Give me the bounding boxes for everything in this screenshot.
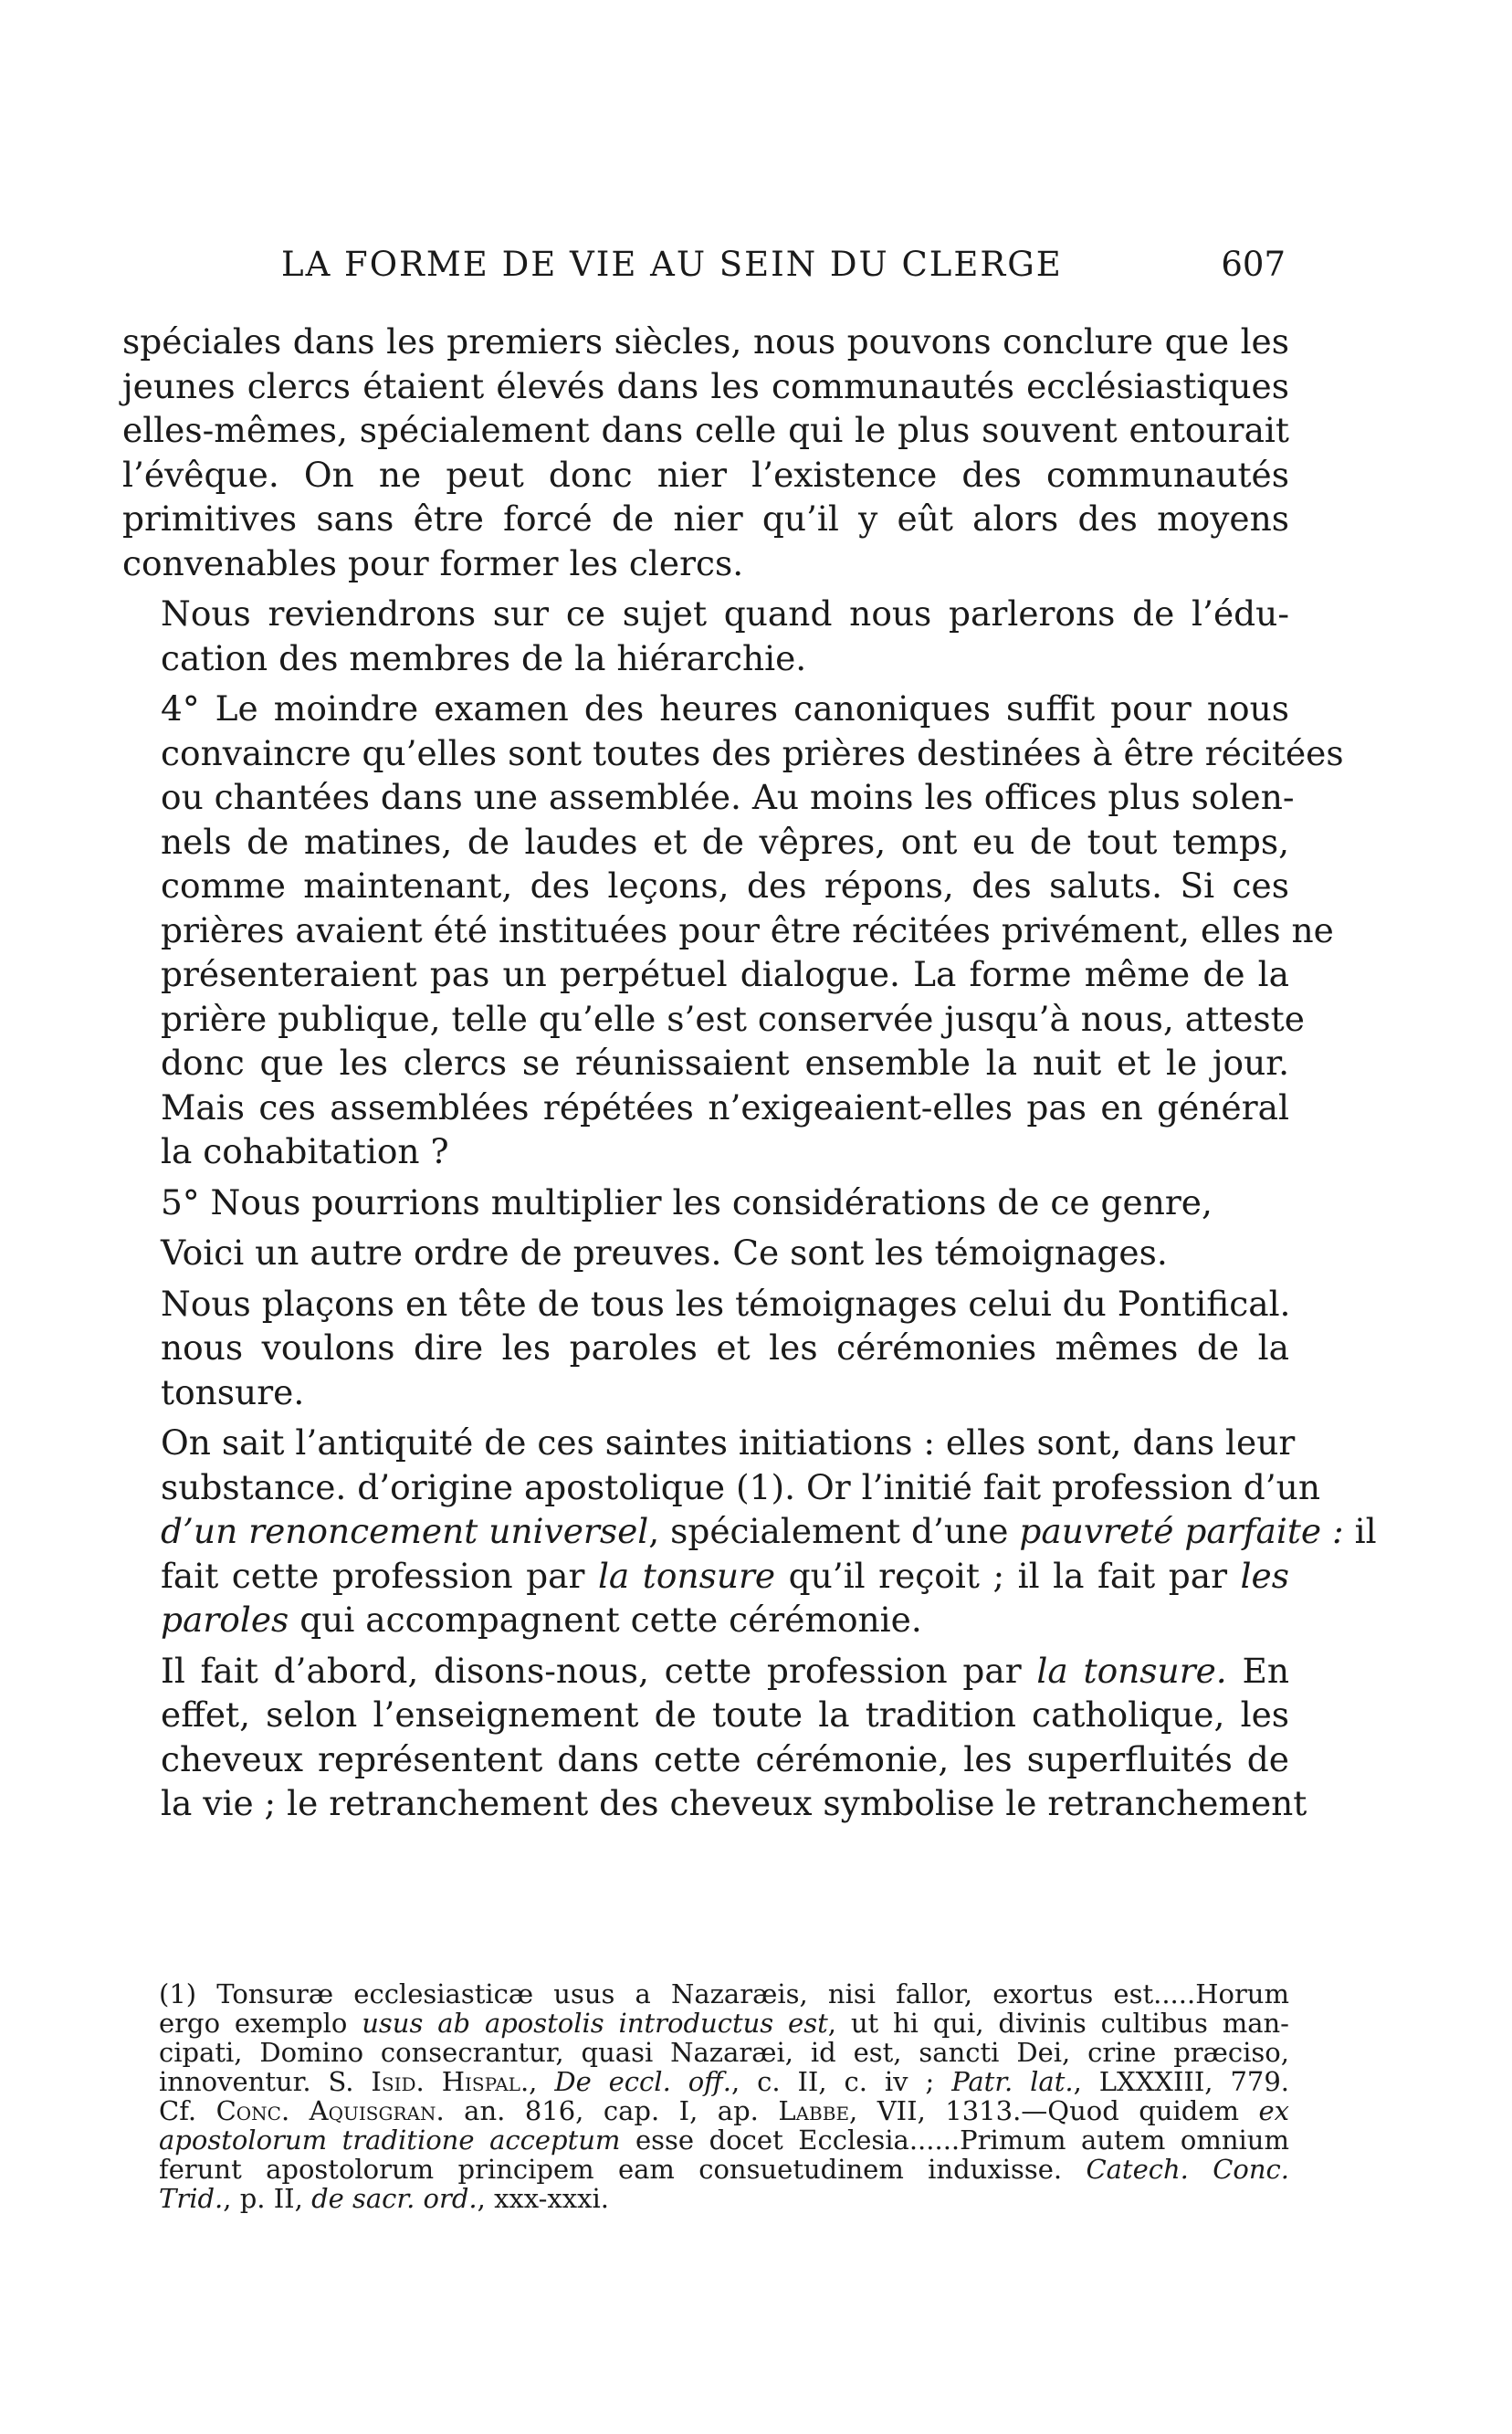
page-header [281, 245, 1286, 299]
paragraph [122, 1282, 1289, 1415]
paragraph [122, 687, 1344, 1174]
text-line: convaincre qu’elles sont toutes des prières destinées à être récitées [161, 732, 1344, 773]
text-line: effet, selon l’enseignement de toute la tradition catholique, les [161, 1694, 1289, 1735]
paragraph [122, 320, 1289, 585]
paragraph [122, 1421, 1377, 1642]
footnote-line: cipati, Domino consecrantur, quasi Nazaræi, id est, sancti Dei, crine præciso, [159, 2037, 1289, 2068]
footnote-line: apostolorum traditione acceptum esse docet Ecclesia......Primum autem omnium [159, 2125, 1289, 2156]
text-line: Nous reviendrons sur ce sujet quand nous parlerons de l’édu- [161, 593, 1289, 634]
footnote-line: ferunt apostolorum principem eam consuetudinem induxisse. Catech. Conc. [159, 2154, 1289, 2185]
text-line: donc que les clercs se réunissaient ensemble la nuit et le jour. [161, 1043, 1289, 1083]
paragraph [122, 1231, 1289, 1275]
text-line: Il fait d’abord, disons-nous, cette profession par la tonsure. En [161, 1650, 1289, 1691]
text-line: Nous plaçons en tête de tous les témoignages celui du Pontifical. [161, 1283, 1291, 1324]
text-line: Voici un autre ordre de preuves. Ce sont les témoignages. [161, 1233, 1168, 1273]
footnote-line: ergo exemplo usus ab apostolis introductus est, ut hi qui, divinis cultibus man- [159, 2008, 1289, 2039]
text-line: 5° Nous pourrions multiplier les considérations de ce genre, [161, 1181, 1213, 1222]
text-line: primitives sans être forcé de nier qu’il y eût alors des moyens [122, 498, 1289, 539]
text-line: Mais ces assemblées répétées n’exigeaient-elles pas en général [161, 1086, 1289, 1128]
text-line: substance. d’origine apostolique (1). Or l’initié fait profession d’un [161, 1466, 1320, 1507]
text-line: spéciales dans les premiers siècles, nous pouvons conclure que les [122, 321, 1289, 362]
text-line: la cohabitation ? [161, 1131, 449, 1171]
body-text [122, 320, 1377, 1826]
page-number: 607 [1221, 245, 1286, 284]
footnote-line: Cf. Conc. Aquisgran. an. 816, cap. I, ap. Labbe, VII, 1313.—Quod quidem ex [159, 2095, 1290, 2126]
paragraph [122, 1180, 1289, 1225]
text-line: elles-mêmes, spécialement dans celle qui le plus souvent entourait [122, 410, 1289, 450]
text-line: On sait l’antiquité de ces saintes initiations : elles sont, dans leur [161, 1422, 1296, 1463]
text-line: fait cette profession par la tonsure qu’il reçoit ; il la fait par les [161, 1555, 1289, 1596]
running-title: LA FORME DE VIE AU SEIN DU CLERGE [281, 245, 1063, 284]
text-line: d’un renoncement universel, spécialement d’une pauvreté parfaite : il [161, 1511, 1377, 1551]
footnotes [122, 1979, 1289, 2213]
text-line: tonsure. [161, 1371, 305, 1412]
text-line: prières avaient été instituées pour être récitées privément, elles ne [161, 909, 1334, 950]
paragraph [122, 1649, 1307, 1826]
text-line: nels de matines, de laudes et de vêpres, ont eu de tout temps, [161, 821, 1289, 862]
text-line: cheveux représentent dans cette cérémonie, les superfluités de [161, 1738, 1289, 1779]
text-line: la vie ; le retranchement des cheveux symbolise le retranchement [161, 1783, 1307, 1823]
text-line: 4° Le moindre examen des heures canoniques suffit pour nous [161, 688, 1289, 729]
text-line: ou chantées dans une assemblée. Au moins les offices plus solen- [161, 777, 1295, 817]
text-line: l’évêque. On ne peut donc nier l’existence des communautés [122, 454, 1289, 495]
text-line: convenables pour former les clercs. [122, 542, 744, 583]
text-line: prière publique, telle qu’elle s’est conservée jusqu’à nous, atteste [161, 998, 1305, 1039]
footnote-line: Trid., p. II, de sacr. ord., xxx-xxxi. [159, 2183, 609, 2214]
footnote-line: innoventur. S. Isid. Hispal., De eccl. off., c. II, c. iv ; Patr. lat., LXXXIII, 779. [159, 2066, 1290, 2097]
footnote [122, 1979, 1289, 2213]
text-line: présenteraient pas un perpétuel dialogue. La forme même de la [161, 954, 1289, 994]
paragraph [122, 592, 1289, 680]
text-line: nous voulons dire les paroles et les cérémonies mêmes de la [161, 1327, 1289, 1368]
text-line: paroles qui accompagnent cette cérémonie. [161, 1600, 922, 1640]
footnote-line: (1) Tonsuræ ecclesiasticæ usus a Nazaræis, nisi fallor, exortus est.....Horum [159, 1978, 1289, 2009]
text-line: comme maintenant, des leçons, des répons, des saluts. Si ces [161, 866, 1289, 906]
text-line: cation des membres de la hiérarchie. [161, 637, 807, 678]
text-line: jeunes clercs étaient élevés dans les communautés ecclésiastiques [122, 365, 1289, 406]
